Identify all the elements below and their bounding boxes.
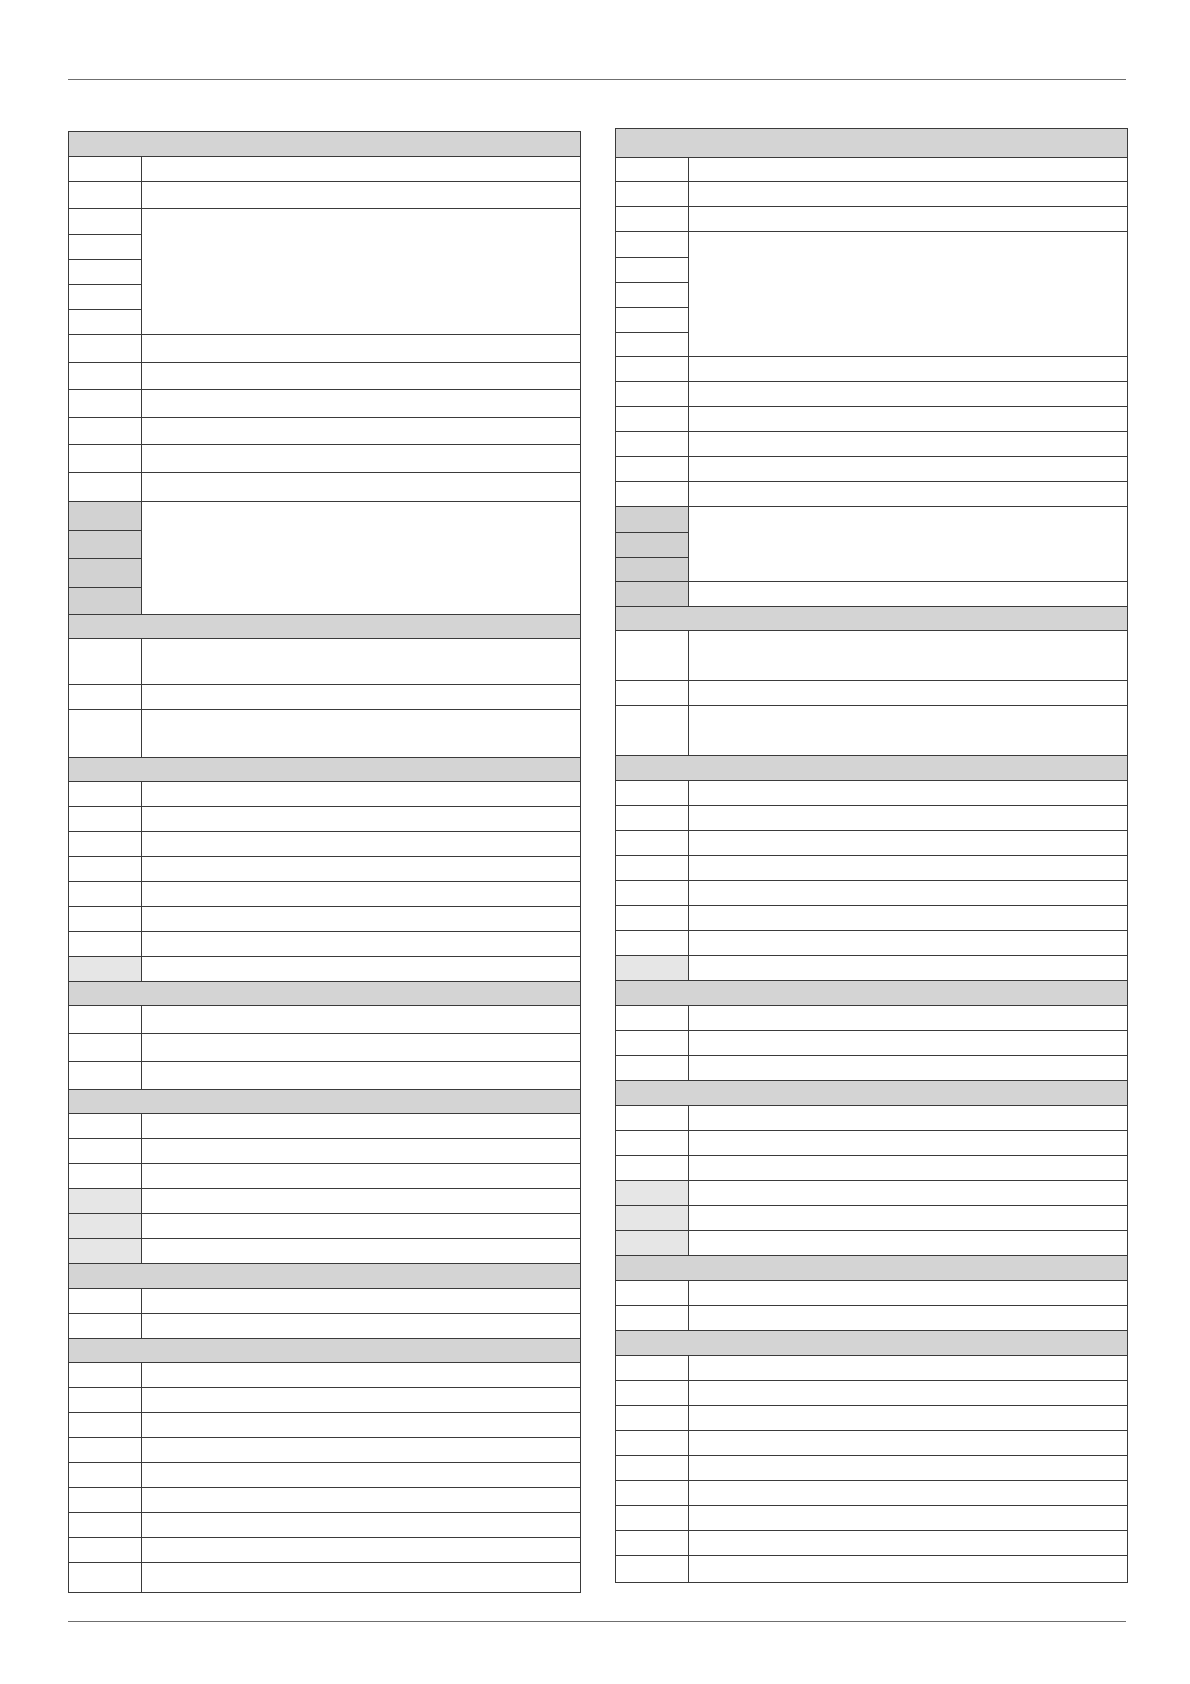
- code-cell: [69, 685, 142, 709]
- table-row: [616, 955, 1127, 980]
- description-cell: [689, 881, 1127, 905]
- table-row: [616, 1055, 1127, 1080]
- description-cell: [689, 1006, 1127, 1030]
- description-cell: [689, 1056, 1127, 1080]
- description-cell: [142, 1463, 580, 1487]
- description-cell: [142, 1139, 580, 1163]
- description-cell: [689, 706, 1127, 755]
- code-cell: [616, 1231, 689, 1255]
- description-cell: [689, 931, 1127, 955]
- description-cell: [689, 182, 1127, 206]
- description-cell: [142, 807, 580, 831]
- table-row: [616, 431, 1127, 456]
- code-cell: [616, 382, 689, 406]
- table-row: [616, 1230, 1127, 1255]
- table-row: [69, 1437, 580, 1462]
- table-row: [616, 780, 1127, 805]
- merged-description-cell: [142, 209, 580, 334]
- section-header: [69, 132, 580, 156]
- description-cell: [689, 1356, 1127, 1380]
- code-cell: [616, 906, 689, 930]
- code-cell: [616, 881, 689, 905]
- section-header: [69, 1263, 580, 1288]
- description-cell: [689, 457, 1127, 481]
- code-cell: [616, 1406, 689, 1430]
- table-row: [69, 1061, 580, 1089]
- description-cell: [142, 1062, 580, 1089]
- code-cell: [69, 1062, 142, 1089]
- table-row: [616, 1405, 1127, 1430]
- code-cell: [69, 309, 142, 335]
- description-cell: [689, 1431, 1127, 1455]
- description-cell: [689, 1306, 1127, 1330]
- table-row: [616, 630, 1127, 680]
- description-cell: [142, 335, 580, 362]
- description-cell: [689, 681, 1127, 705]
- code-cell: [69, 907, 142, 931]
- code-cell: [69, 932, 142, 956]
- table-row: [69, 334, 580, 362]
- description-cell: [142, 1114, 580, 1138]
- merged-description-cell: [689, 232, 1127, 356]
- table-row: [616, 1030, 1127, 1055]
- table-row: [69, 906, 580, 931]
- description-cell: [689, 1556, 1127, 1582]
- table-row: [69, 1512, 580, 1537]
- code-cell: [69, 1006, 142, 1033]
- table-row: [69, 444, 580, 472]
- table-row: [616, 206, 1127, 231]
- description-cell: [142, 639, 580, 684]
- code-cell: [616, 1181, 689, 1205]
- table-row: [616, 805, 1127, 830]
- description-cell: [689, 1281, 1127, 1305]
- table-row: [69, 1238, 580, 1263]
- description-cell: [689, 482, 1127, 506]
- table-row: [69, 1033, 580, 1061]
- code-cell: [616, 1206, 689, 1230]
- table-row: [69, 684, 580, 709]
- code-cell: [69, 209, 142, 234]
- description-cell: [689, 432, 1127, 456]
- code-cell: [69, 782, 142, 806]
- table-row: [616, 705, 1127, 755]
- description-cell: [142, 445, 580, 472]
- code-cell: [69, 473, 142, 501]
- table-row: [69, 1487, 580, 1512]
- table-row-group: [69, 501, 580, 614]
- description-cell: [142, 1239, 580, 1263]
- description-cell: [142, 1363, 580, 1387]
- table-row: [69, 1188, 580, 1213]
- section-header: [69, 614, 580, 638]
- description-cell: [142, 832, 580, 856]
- table-row: [616, 181, 1127, 206]
- code-cell: [69, 1164, 142, 1188]
- code-cell: [616, 282, 689, 307]
- table-row: [616, 406, 1127, 431]
- description-cell: [142, 418, 580, 444]
- code-cell: [69, 1413, 142, 1437]
- table-row: [616, 1005, 1127, 1030]
- section-header: [616, 980, 1127, 1005]
- description-cell: [689, 357, 1127, 381]
- table-row-group: [616, 506, 1127, 581]
- description-cell: [142, 363, 580, 389]
- code-cell: [616, 1381, 689, 1405]
- table-row: [69, 806, 580, 831]
- table-row: [69, 156, 580, 181]
- code-cell: [616, 1006, 689, 1030]
- code-cell: [69, 1538, 142, 1562]
- code-cell: [616, 557, 689, 582]
- description-cell: [142, 957, 580, 981]
- description-cell: [689, 1381, 1127, 1405]
- code-cell: [69, 807, 142, 831]
- table-row: [616, 880, 1127, 905]
- section-header: [616, 755, 1127, 780]
- table-row: [616, 1305, 1127, 1330]
- description-cell: [689, 856, 1127, 880]
- code-cell: [616, 482, 689, 506]
- description-cell: [689, 806, 1127, 830]
- description-cell: [142, 857, 580, 881]
- code-cell: [616, 931, 689, 955]
- code-cell: [69, 1114, 142, 1138]
- table-row: [616, 456, 1127, 481]
- code-cell: [616, 457, 689, 481]
- table-row: [69, 181, 580, 208]
- code-cell: [69, 182, 142, 208]
- code-cell: [616, 407, 689, 431]
- code-cell: [616, 1531, 689, 1555]
- code-cell: [616, 831, 689, 855]
- table-row: [616, 1280, 1127, 1305]
- code-cell: [69, 1488, 142, 1512]
- code-cell: [69, 1438, 142, 1462]
- table-row: [616, 680, 1127, 705]
- table-row: [69, 781, 580, 806]
- table-row: [616, 930, 1127, 955]
- code-cell: [616, 1131, 689, 1155]
- table-row: [69, 1462, 580, 1487]
- code-cell: [616, 1156, 689, 1180]
- code-cell: [69, 234, 142, 259]
- table-row: [616, 1180, 1127, 1205]
- code-cell: [69, 882, 142, 906]
- description-cell: [689, 906, 1127, 930]
- section-header: [616, 606, 1127, 630]
- code-cell: [69, 558, 142, 587]
- description-cell: [689, 781, 1127, 805]
- table-row: [616, 1380, 1127, 1405]
- code-cell: [616, 182, 689, 206]
- code-cell: [616, 856, 689, 880]
- description-cell: [142, 1563, 580, 1592]
- right-table: [615, 128, 1128, 1583]
- table-row: [69, 881, 580, 906]
- table-row: [69, 1537, 580, 1562]
- table-row: [616, 855, 1127, 880]
- description-cell: [142, 1006, 580, 1033]
- description-cell: [689, 1206, 1127, 1230]
- section-header: [616, 1255, 1127, 1280]
- code-cell: [69, 1463, 142, 1487]
- table-row: [69, 831, 580, 856]
- table-row: [616, 1505, 1127, 1530]
- description-cell: [142, 1289, 580, 1313]
- description-cell: [689, 631, 1127, 680]
- code-cell: [69, 445, 142, 472]
- description-cell: [689, 956, 1127, 980]
- table-row: [69, 931, 580, 956]
- description-cell: [142, 157, 580, 181]
- description-cell: [142, 907, 580, 931]
- description-cell: [142, 882, 580, 906]
- description-cell: [689, 382, 1127, 406]
- description-cell: [142, 1214, 580, 1238]
- table-row: [69, 389, 580, 417]
- code-cell: [69, 363, 142, 389]
- description-cell: [689, 1181, 1127, 1205]
- description-cell: [142, 782, 580, 806]
- code-cell: [69, 157, 142, 181]
- section-header: [69, 981, 580, 1005]
- code-cell: [616, 432, 689, 456]
- code-cell: [69, 259, 142, 284]
- table-row: [69, 638, 580, 684]
- description-cell: [142, 390, 580, 417]
- table-row-group: [616, 231, 1127, 356]
- code-cell: [69, 1214, 142, 1238]
- left-table: [68, 131, 581, 1593]
- description-cell: [689, 1506, 1127, 1530]
- description-cell: [142, 1438, 580, 1462]
- code-cell: [616, 1056, 689, 1080]
- code-cell: [616, 806, 689, 830]
- description-cell: [142, 1034, 580, 1061]
- table-row: [616, 1480, 1127, 1505]
- code-cell: [616, 158, 689, 181]
- section-header: [69, 757, 580, 781]
- section-header: [69, 1089, 580, 1113]
- code-cell: [616, 332, 689, 357]
- description-cell: [689, 582, 1127, 606]
- description-cell: [689, 158, 1127, 181]
- table-row: [616, 356, 1127, 381]
- code-cell: [616, 232, 689, 257]
- table-row: [616, 1430, 1127, 1455]
- table-row: [616, 1455, 1127, 1480]
- description-cell: [689, 831, 1127, 855]
- description-cell: [142, 1513, 580, 1537]
- table-row: [616, 1355, 1127, 1380]
- code-cell: [69, 587, 142, 615]
- code-cell: [616, 681, 689, 705]
- table-row: [69, 1562, 580, 1592]
- table-row: [69, 1313, 580, 1338]
- description-cell: [142, 932, 580, 956]
- code-cell: [616, 1281, 689, 1305]
- table-row: [616, 830, 1127, 855]
- description-cell: [689, 1481, 1127, 1505]
- code-cell: [616, 532, 689, 557]
- table-row: [616, 381, 1127, 406]
- description-cell: [689, 1031, 1127, 1055]
- description-cell: [142, 1538, 580, 1562]
- description-cell: [142, 1189, 580, 1213]
- code-cell: [616, 1306, 689, 1330]
- code-cell: [69, 639, 142, 684]
- code-cell: [616, 781, 689, 805]
- table-row: [616, 581, 1127, 606]
- section-header: [69, 1338, 580, 1362]
- code-cell: [69, 418, 142, 444]
- table-row: [616, 1155, 1127, 1180]
- table-row: [616, 1130, 1127, 1155]
- table-row: [69, 709, 580, 757]
- description-cell: [689, 1406, 1127, 1430]
- description-cell: [689, 1106, 1127, 1130]
- code-cell: [616, 631, 689, 680]
- merged-description-cell: [689, 507, 1127, 581]
- description-cell: [142, 685, 580, 709]
- code-cell: [616, 1431, 689, 1455]
- code-cell: [616, 307, 689, 332]
- description-cell: [142, 1164, 580, 1188]
- description-cell: [142, 710, 580, 757]
- code-cell: [69, 1363, 142, 1387]
- table-row: [69, 956, 580, 981]
- description-cell: [689, 1231, 1127, 1255]
- section-header: [616, 1080, 1127, 1105]
- table-row: [69, 1288, 580, 1313]
- code-cell: [69, 957, 142, 981]
- section-header: [616, 129, 1127, 157]
- table-row: [616, 905, 1127, 930]
- description-cell: [142, 1388, 580, 1412]
- table-row: [69, 1163, 580, 1188]
- code-cell: [69, 832, 142, 856]
- table-row: [616, 157, 1127, 181]
- table-row: [69, 1213, 580, 1238]
- table-row: [69, 1005, 580, 1033]
- code-cell: [616, 582, 689, 606]
- code-cell: [69, 1189, 142, 1213]
- code-cell: [69, 857, 142, 881]
- code-cell: [69, 1513, 142, 1537]
- code-cell: [616, 1456, 689, 1480]
- description-cell: [689, 1531, 1127, 1555]
- code-cell: [69, 1034, 142, 1061]
- code-cell: [69, 284, 142, 309]
- code-cell: [616, 507, 689, 532]
- code-cell: [69, 530, 142, 558]
- code-cell: [616, 257, 689, 282]
- table-row: [616, 481, 1127, 506]
- code-cell: [69, 1563, 142, 1592]
- footer-rule: [68, 1621, 1126, 1622]
- table-row-group: [69, 208, 580, 334]
- code-cell: [616, 207, 689, 231]
- code-cell: [616, 1481, 689, 1505]
- code-cell: [69, 1239, 142, 1263]
- description-cell: [689, 407, 1127, 431]
- table-row: [616, 1205, 1127, 1230]
- description-cell: [142, 1488, 580, 1512]
- code-cell: [616, 1356, 689, 1380]
- description-cell: [689, 1131, 1127, 1155]
- code-cell: [616, 1506, 689, 1530]
- description-cell: [142, 182, 580, 208]
- code-cell: [616, 1106, 689, 1130]
- code-cell: [69, 1388, 142, 1412]
- code-cell: [616, 706, 689, 755]
- header-rule: [68, 79, 1126, 80]
- code-cell: [616, 956, 689, 980]
- merged-description-cell: [142, 502, 580, 614]
- table-row: [616, 1530, 1127, 1555]
- table-row: [69, 417, 580, 444]
- code-cell: [69, 1139, 142, 1163]
- code-cell: [69, 1314, 142, 1338]
- description-cell: [142, 1314, 580, 1338]
- table-row: [69, 472, 580, 501]
- table-row: [69, 1362, 580, 1387]
- description-cell: [689, 207, 1127, 231]
- code-cell: [69, 502, 142, 530]
- code-cell: [616, 1556, 689, 1582]
- code-cell: [616, 1031, 689, 1055]
- description-cell: [689, 1456, 1127, 1480]
- table-row: [616, 1555, 1127, 1582]
- section-header: [616, 1330, 1127, 1355]
- description-cell: [142, 1413, 580, 1437]
- table-row: [69, 362, 580, 389]
- code-cell: [69, 710, 142, 757]
- table-row: [69, 1412, 580, 1437]
- description-cell: [142, 473, 580, 501]
- code-cell: [69, 390, 142, 417]
- table-row: [616, 1105, 1127, 1130]
- code-cell: [616, 357, 689, 381]
- table-row: [69, 1387, 580, 1412]
- table-row: [69, 856, 580, 881]
- code-cell: [69, 1289, 142, 1313]
- table-row: [69, 1113, 580, 1138]
- description-cell: [689, 1156, 1127, 1180]
- code-cell: [69, 335, 142, 362]
- table-row: [69, 1138, 580, 1163]
